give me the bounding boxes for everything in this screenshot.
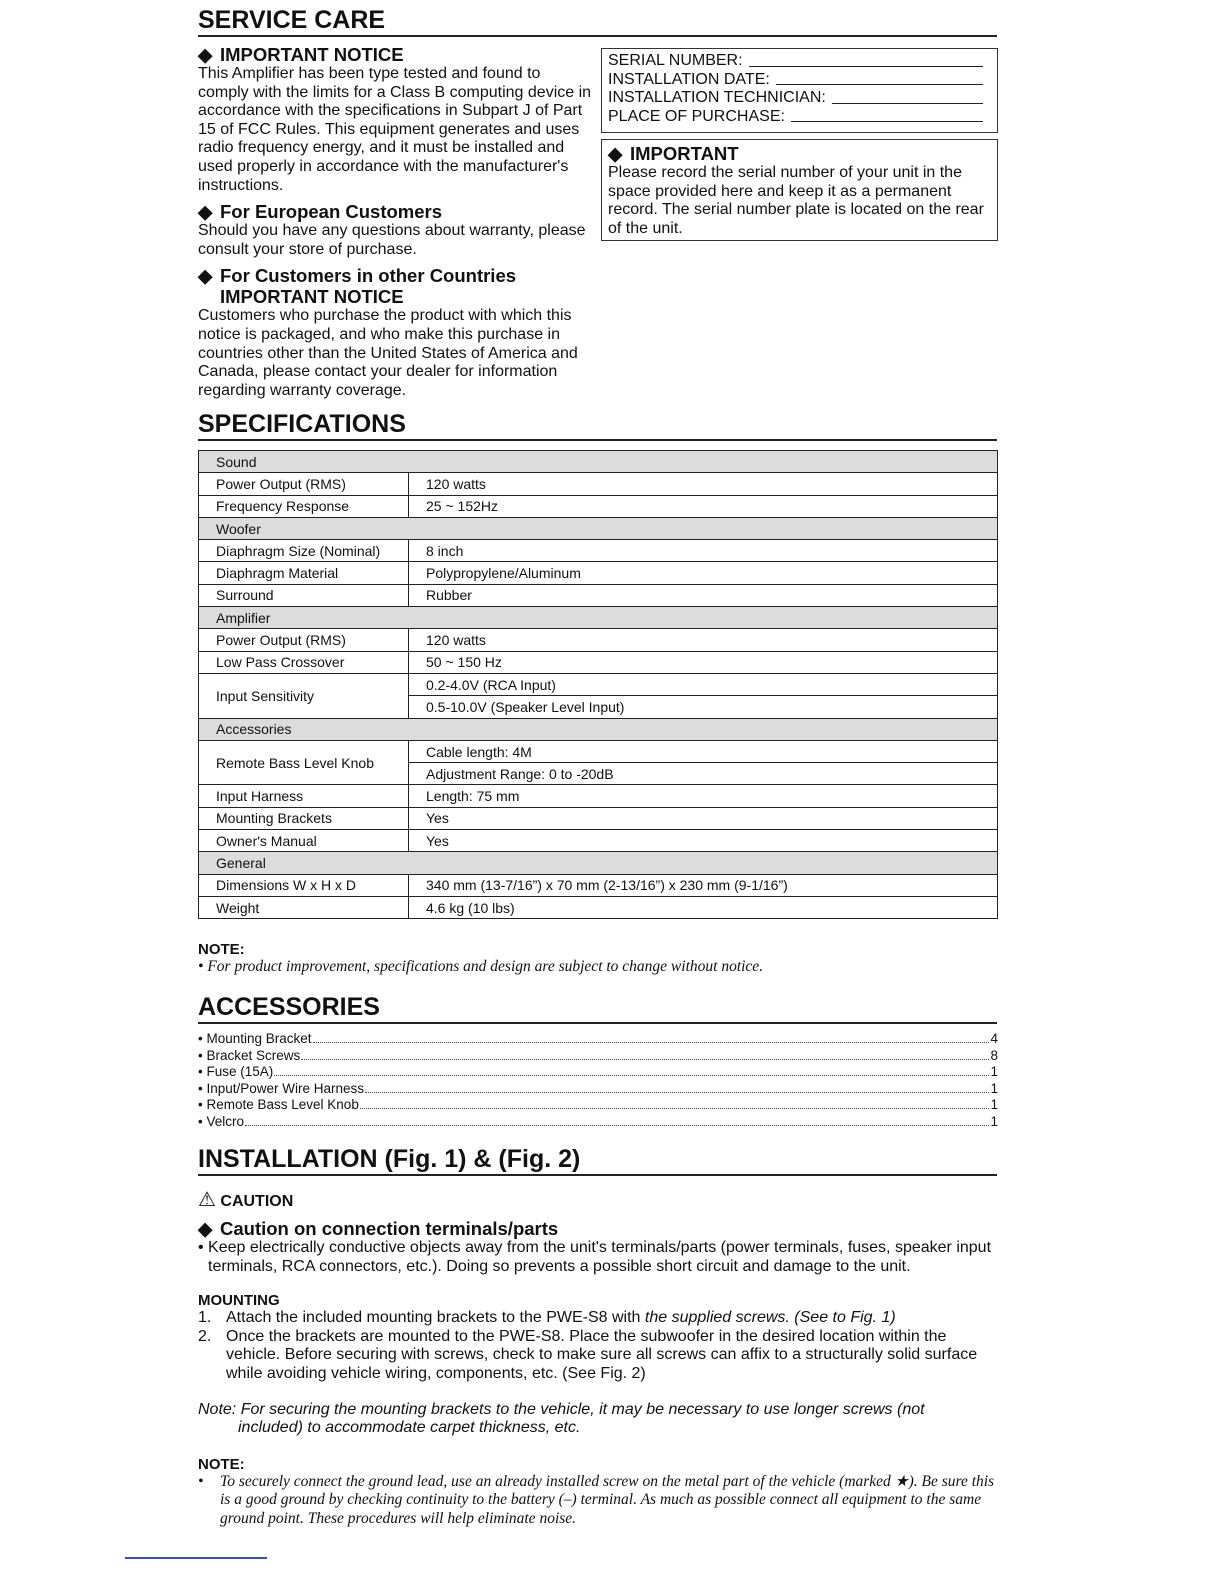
spec-value: 0.5-10.0V (Speaker Level Input): [409, 696, 998, 718]
accessory-qty: 1: [990, 1064, 998, 1079]
spec-section-row: [199, 718, 998, 740]
serial-record-box: [601, 48, 998, 133]
accessory-name: Mounting Bracket: [206, 1031, 312, 1046]
spec-section-row: [199, 607, 998, 629]
warning-triangle-icon: ⚠: [198, 1189, 216, 1211]
specifications-title: SPECIFICATIONS: [198, 410, 997, 441]
spec-label: Input Sensitivity: [199, 673, 409, 718]
step-number: 1.: [198, 1309, 212, 1327]
spec-value: 50 ~ 150 Hz: [409, 651, 998, 673]
step-2: [198, 1328, 978, 1384]
diamond-icon: ◆: [198, 1218, 213, 1239]
accessory-item: [198, 1048, 998, 1065]
bullet: •: [198, 1031, 207, 1046]
accessory-name: Remote Bass Level Knob: [206, 1097, 359, 1112]
step-italic: the supplied screws. (See to Fig. 1): [644, 1309, 896, 1327]
spec-value: Length: 75 mm: [409, 785, 998, 807]
bullet: •: [198, 1064, 207, 1079]
bullet: •: [198, 1113, 207, 1129]
accessory-name: Velcro: [206, 1113, 245, 1129]
link-underline: [125, 1557, 267, 1559]
spec-row: [199, 673, 998, 695]
terminals-heading: Caution on connection terminals/parts: [220, 1218, 559, 1239]
note-label: NOTE:: [198, 941, 245, 958]
spec-value: 25 ~ 152Hz: [409, 495, 998, 517]
diamond-icon: ◆: [198, 265, 213, 287]
diamond-icon: ◆: [198, 201, 213, 223]
accessory-name: Input/Power Wire Harness: [206, 1080, 365, 1096]
installation-body: ⚠ CAUTION ◆ Caution on connection terminals/parts • Keep electrically conductive objects away from the unit's terminals/parts (power terminals, fuses, speaker input terminals, RCA connectors, etc.). Doing so prevents a possible short circuit and damage to the unit. MOUNTING 1. Attach the included mounting brackets to the PWE-S8 with the supplied screws. (See to Fig. 1) 2. Once the brackets are mounted to the PWE-S8. Place the subwoofer in the desired location within the vehicle. Before securing with screws, check to make sure all screws can affix to a structurally solid surface while avoiding vehicle wiring, components, etc. (See Fig. 2) Note: For securing the mounting brackets to the vehicle, it may be necessary to use longer screws (not included) to accommodate carpet thickness, etc. NOTE: • To securely connect the ground lead, use an already installed screw on the metal part of the vehicle (marked ★). Be sure this is a good ground by checking continuity to the battery (–) terminal. As much as possible connect all equipment to the same ground point. These procedures will help eliminate noise.: [198, 1188, 998, 1529]
notice-text: This Amplifier has been type tested and found to comply with the limits for a Class B computing device in accordance with the specifications in Subpart J of Part 15 of FCC Rules. This equipment generates and uses radio frequency energy, and it must be installed and used properly in accordance with the manufacturer's instructions.: [198, 65, 592, 194]
european-heading: For European Customers: [220, 201, 443, 223]
bullet: •: [198, 1097, 207, 1112]
installation-technician-field[interactable]: [832, 89, 983, 104]
diamond-icon: ◆: [608, 143, 623, 164]
step-text: Once the brackets are mounted to the PWE-S8. Place the subwoofer in the desired location within the vehicle. Before securing with screws, check to make sure all screws can affix to a structurally solid surface while avoiding vehicle wiring, components, etc. (See Fig. 2): [226, 1327, 978, 1382]
leader-dots: [274, 1075, 989, 1076]
spec-row: [199, 562, 998, 584]
accessory-item: [198, 1097, 998, 1114]
spec-section-name: Accessories: [199, 718, 998, 740]
accessory-item: [198, 1064, 998, 1081]
diamond-icon: ◆: [198, 44, 213, 65]
bullet: •: [198, 1472, 204, 1490]
ground-note-text: To securely connect the ground lead, use an already installed screw on the metal part of the vehicle (marked ★). Be sure this is a good ground by checking continuity to the battery (–) terminal. As much as possible connect all equipment to the same ground point. These procedures will help eliminate noise.: [220, 1472, 995, 1527]
spec-row: [199, 651, 998, 673]
spec-value: 4.6 kg (10 lbs): [409, 896, 998, 918]
spec-row: [199, 807, 998, 829]
service-care-left: [198, 44, 593, 400]
bullet: •: [198, 1047, 207, 1063]
spec-label: Diaphragm Size (Nominal): [199, 540, 409, 562]
notice-heading: IMPORTANT NOTICE: [220, 44, 404, 65]
spec-section-name: Woofer: [199, 517, 998, 539]
mounting-note: Note: For securing the mounting brackets to the vehicle, it may be necessary to use longer screws (not included) to accommodate carpet thickness, etc.: [198, 1400, 925, 1437]
caution-label: CAUTION: [220, 1193, 294, 1210]
terminals-text: Keep electrically conductive objects away from the unit's terminals/parts (power terminals, fuses, speaker input terminals, RCA connectors, etc.). Doing so prevents a possible short circuit and damage to the unit.: [208, 1239, 992, 1275]
spec-value: 8 inch: [409, 540, 998, 562]
accessory-item: [198, 1031, 998, 1048]
place-of-purchase-label: PLACE OF PURCHASE:: [608, 107, 785, 125]
important-heading: IMPORTANT: [630, 143, 739, 164]
spec-label: Power Output (RMS): [199, 473, 409, 495]
accessory-qty: 1: [990, 1113, 998, 1129]
serial-number-field[interactable]: [749, 52, 983, 67]
serial-number-label: SERIAL NUMBER:: [608, 52, 743, 69]
spec-section-row: [199, 451, 998, 473]
mounting-heading: MOUNTING: [198, 1292, 280, 1310]
spec-section-name: General: [199, 852, 998, 874]
other-heading: For Customers in other Countries: [220, 265, 517, 287]
spec-section-name: Amplifier: [199, 607, 998, 629]
installation-title: INSTALLATION (Fig. 1) & (Fig. 2): [198, 1145, 997, 1176]
place-of-purchase-field[interactable]: [791, 108, 983, 123]
spec-value: Cable length: 4M: [409, 740, 998, 762]
step-number: 2.: [198, 1327, 212, 1345]
spec-row: [199, 896, 998, 918]
installation-technician-label: INSTALLATION TECHNICIAN:: [608, 89, 826, 107]
spec-label: Frequency Response: [199, 495, 409, 517]
accessory-qty: 1: [990, 1080, 998, 1096]
spec-value: Yes: [409, 807, 998, 829]
european-text: Should you have any questions about warranty, please consult your store of purchase.: [198, 222, 586, 258]
important-text: Please record the serial number of your unit in the space provided here and keep it as a permanent record. The serial number plate is located on the rear of the unit.: [608, 164, 984, 237]
specifications-table: [198, 450, 998, 919]
spec-value: 0.2-4.0V (RCA Input): [409, 673, 998, 695]
note-label: NOTE:: [198, 1455, 245, 1473]
accessory-qty: 8: [990, 1047, 998, 1063]
accessory-name: Bracket Screws: [206, 1047, 301, 1063]
leader-dots: [360, 1108, 990, 1109]
spec-row: [199, 785, 998, 807]
spec-label: Surround: [199, 584, 409, 606]
spec-label: Remote Bass Level Knob: [199, 740, 409, 785]
spec-label: Input Harness: [199, 785, 409, 807]
spec-value: 340 mm (13-7/16”) x 70 mm (2-13/16”) x 230 mm (9-1/16”): [409, 874, 998, 896]
bullet: •: [198, 1080, 207, 1096]
step-1: [198, 1309, 998, 1328]
spec-row: [199, 830, 998, 852]
accessory-qty: 1: [990, 1097, 998, 1112]
leader-dots: [313, 1042, 990, 1043]
note-text: For product improvement, specifications and design are subject to change without notice.: [207, 958, 764, 975]
spec-label: Owner's Manual: [199, 830, 409, 852]
spec-label: Dimensions W x H x D: [199, 874, 409, 896]
spec-note: NOTE: • For product improvement, specifications and design are subject to change without notice.: [198, 941, 998, 977]
other-text: Customers who purchase the product with which this notice is packaged, and who make this purchase in countries other than the United States of America and Canada, please contact your dealer for information regarding warranty coverage.: [198, 307, 578, 399]
spec-row: [199, 473, 998, 495]
spec-row: [199, 874, 998, 896]
accessory-item: [198, 1114, 998, 1131]
spec-section-row: [199, 852, 998, 874]
spec-label: Diaphragm Material: [199, 562, 409, 584]
important-box: [601, 139, 998, 241]
spec-value: Rubber: [409, 584, 998, 606]
spec-label: Weight: [199, 896, 409, 918]
step-text: Attach the included mounting brackets to the PWE-S8 with: [226, 1309, 645, 1327]
leader-dots: [245, 1125, 989, 1126]
spec-section-row: [199, 517, 998, 539]
accessories-title: ACCESSORIES: [198, 993, 997, 1024]
spec-label: Mounting Brackets: [199, 807, 409, 829]
spec-row: [199, 540, 998, 562]
accessories-list: [198, 1031, 998, 1130]
spec-value: 120 watts: [409, 473, 998, 495]
spec-value: Polypropylene/Aluminum: [409, 562, 998, 584]
spec-value: Adjustment Range: 0 to -20dB: [409, 763, 998, 785]
accessory-item: [198, 1081, 998, 1098]
leader-dots: [365, 1092, 989, 1093]
spec-row: [199, 629, 998, 651]
accessory-qty: 4: [990, 1031, 998, 1046]
service-care-title: SERVICE CARE: [198, 6, 997, 37]
spec-value: Yes: [409, 830, 998, 852]
other-subheading: IMPORTANT NOTICE: [220, 286, 404, 308]
leader-dots: [301, 1059, 989, 1060]
spec-row: [199, 584, 998, 606]
installation-date-field[interactable]: [776, 71, 983, 86]
spec-value: 120 watts: [409, 629, 998, 651]
spec-row: [199, 495, 998, 517]
spec-section-name: Sound: [199, 451, 998, 473]
spec-label: Low Pass Crossover: [199, 651, 409, 673]
accessory-name: Fuse (15A): [206, 1064, 274, 1079]
installation-date-label: INSTALLATION DATE:: [608, 70, 770, 88]
spec-label: Power Output (RMS): [199, 629, 409, 651]
spec-row: [199, 740, 998, 762]
